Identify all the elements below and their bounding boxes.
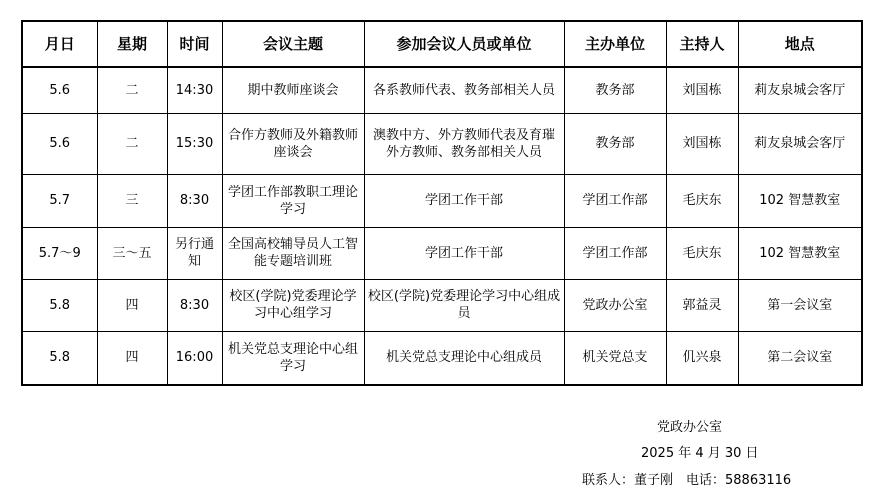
- cell-date: 5.7～9: [22, 227, 97, 279]
- cell-time: 16:00: [167, 331, 222, 385]
- header-time: 时间: [167, 21, 222, 67]
- cell-host: 刘国栋: [666, 113, 738, 174]
- header-host: 主持人: [666, 21, 738, 67]
- cell-host: 刘国栋: [666, 67, 738, 113]
- cell-attendees: 校区(学院)党委理论学习中心组成员: [364, 279, 564, 331]
- header-weekday: 星期: [97, 21, 167, 67]
- cell-time: 8:30: [167, 174, 222, 227]
- table-row: [22, 331, 862, 385]
- cell-weekday: 四: [97, 279, 167, 331]
- cell-topic: 校区(学院)党委理论学习中心组学习: [222, 279, 364, 331]
- header-location: 地点: [738, 21, 862, 67]
- cell-topic: 机关党总支理论中心组学习: [222, 331, 364, 385]
- cell-date: 5.8: [22, 279, 97, 331]
- table-row: [22, 67, 862, 113]
- cell-weekday: 四: [97, 331, 167, 385]
- cell-date: 5.6: [22, 67, 97, 113]
- cell-weekday: 三: [97, 174, 167, 227]
- cell-organizer: 教务部: [564, 67, 666, 113]
- cell-attendees: 机关党总支理论中心组成员: [364, 331, 564, 385]
- table-row: [22, 113, 862, 174]
- header-topic: 会议主题: [222, 21, 364, 67]
- cell-location: 莉友泉城会客厅: [738, 67, 862, 113]
- cell-location: 第一会议室: [738, 279, 862, 331]
- cell-location: 102 智慧教室: [738, 227, 862, 279]
- cell-host: 毛庆东: [666, 227, 738, 279]
- footer-office: 党政办公室: [657, 420, 723, 435]
- cell-organizer: 教务部: [564, 113, 666, 174]
- cell-weekday: 二: [97, 67, 167, 113]
- cell-time: 15:30: [167, 113, 222, 174]
- cell-topic: 学团工作部教职工理论学习: [222, 174, 364, 227]
- header-date: 月日: [22, 21, 97, 67]
- cell-date: 5.6: [22, 113, 97, 174]
- meeting-schedule-table: [21, 20, 863, 386]
- cell-topic: 合作方教师及外籍教师座谈会: [222, 113, 364, 174]
- table-row: [22, 227, 862, 279]
- cell-attendees: 学团工作干部: [364, 174, 564, 227]
- footer-contact: 联系人：董子刚 电话：58863116: [582, 473, 792, 488]
- table-row: [22, 174, 862, 227]
- cell-topic: 全国高校辅导员人工智能专题培训班: [222, 227, 364, 279]
- cell-host: 郭益灵: [666, 279, 738, 331]
- cell-location: 第二会议室: [738, 331, 862, 385]
- header-organizer: 主办单位: [564, 21, 666, 67]
- cell-attendees: 澳教中方、外方教师代表及育璀外方教师、教务部相关人员: [364, 113, 564, 174]
- footer-date: 2025 年 4 月 30 日: [641, 446, 759, 461]
- cell-location: 102 智慧教室: [738, 174, 862, 227]
- cell-weekday: 三～五: [97, 227, 167, 279]
- header-attendees: 参加会议人员或单位: [364, 21, 564, 67]
- cell-organizer: 机关党总支: [564, 331, 666, 385]
- cell-host: 仉兴泉: [666, 331, 738, 385]
- cell-time: 另行通知: [167, 227, 222, 279]
- cell-date: 5.7: [22, 174, 97, 227]
- cell-organizer: 党政办公室: [564, 279, 666, 331]
- cell-attendees: 学团工作干部: [364, 227, 564, 279]
- cell-weekday: 二: [97, 113, 167, 174]
- cell-location: 莉友泉城会客厅: [738, 113, 862, 174]
- cell-topic: 期中教师座谈会: [222, 67, 364, 113]
- cell-host: 毛庆东: [666, 174, 738, 227]
- cell-organizer: 学团工作部: [564, 174, 666, 227]
- cell-time: 8:30: [167, 279, 222, 331]
- cell-date: 5.8: [22, 331, 97, 385]
- table-header-row: [22, 21, 862, 67]
- table-row: [22, 279, 862, 331]
- cell-attendees: 各系教师代表、教务部相关人员: [364, 67, 564, 113]
- cell-time: 14:30: [167, 67, 222, 113]
- cell-organizer: 学团工作部: [564, 227, 666, 279]
